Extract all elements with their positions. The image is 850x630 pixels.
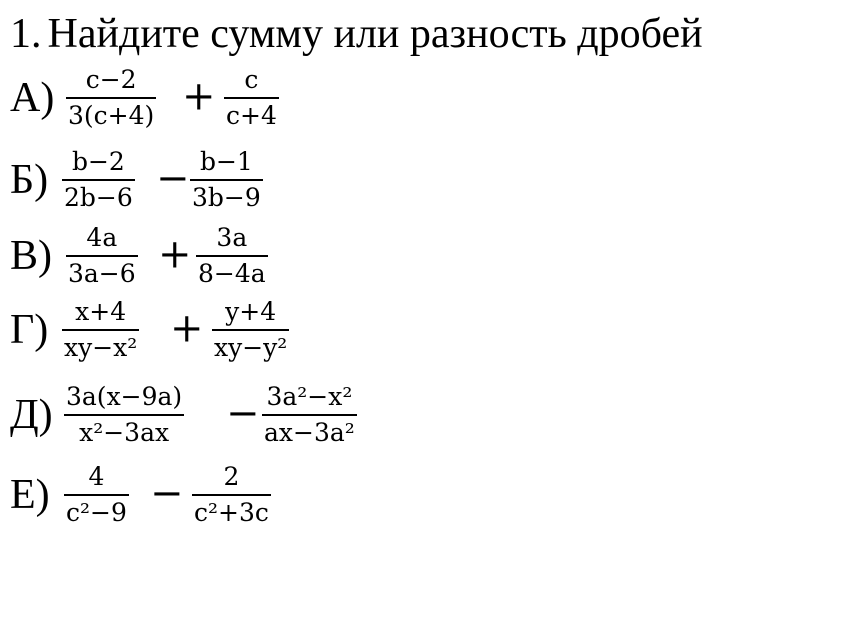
operator: − <box>156 155 190 202</box>
fraction-right <box>190 140 263 220</box>
numerator: c <box>244 65 259 94</box>
fraction-right <box>262 375 357 455</box>
exercise-row-d <box>10 375 410 455</box>
numerator: 3a <box>216 223 248 252</box>
denominator: c²+3c <box>194 498 269 527</box>
denominator: c+4 <box>226 101 277 130</box>
exercise-row-g <box>10 290 340 370</box>
fraction-bar <box>64 494 129 496</box>
fraction-bar <box>64 414 184 416</box>
operator: − <box>150 470 184 517</box>
exercise-label: Д) <box>10 392 53 438</box>
numerator: 2 <box>223 462 240 491</box>
denominator: x²−3ax <box>79 418 170 447</box>
fraction-bar <box>224 97 279 99</box>
fraction-left <box>62 140 135 220</box>
fraction-bar <box>196 255 268 257</box>
fraction-bar <box>212 329 289 331</box>
fraction-bar <box>66 255 138 257</box>
exercise-label: А) <box>10 75 55 121</box>
fraction-left <box>64 375 184 455</box>
fraction-left <box>64 455 129 535</box>
exercise-label: Е) <box>10 472 50 518</box>
fraction-bar <box>66 97 156 99</box>
denominator: 3a−6 <box>68 259 136 288</box>
denominator: 8−4a <box>198 259 266 288</box>
exercise-row-a <box>10 58 310 138</box>
fraction-bar <box>62 329 139 331</box>
task-title: Найдите сумму или разность дробей <box>47 11 703 57</box>
denominator: ax−3a² <box>264 418 355 447</box>
fraction-right <box>192 455 271 535</box>
fraction-bar <box>190 179 263 181</box>
fraction-bar <box>62 179 135 181</box>
numerator: c−2 <box>85 65 137 94</box>
numerator: 3a²−x² <box>266 382 353 411</box>
fraction-left <box>62 290 139 370</box>
exercise-row-b <box>10 140 310 220</box>
task-number: 1. <box>10 11 42 57</box>
numerator: 4a <box>86 223 118 252</box>
numerator: b−1 <box>199 147 253 176</box>
denominator: 2b−6 <box>64 183 133 212</box>
exercise-label: В) <box>10 233 52 279</box>
fraction-right <box>196 216 268 296</box>
numerator: y+4 <box>225 297 277 326</box>
fraction-bar <box>262 414 357 416</box>
operator: + <box>158 231 192 278</box>
fraction-left <box>66 58 156 138</box>
numerator: b−2 <box>71 147 125 176</box>
denominator: 3(c+4) <box>68 101 155 130</box>
operator: + <box>182 73 216 120</box>
fraction-left <box>66 216 138 296</box>
denominator: xy−y² <box>214 333 288 362</box>
exercise-row-e <box>10 455 310 535</box>
operator: − <box>226 390 260 437</box>
operator: + <box>170 305 204 352</box>
numerator: 3a(x−9a) <box>66 382 183 411</box>
denominator: xy−x² <box>64 333 138 362</box>
fraction-right <box>224 58 279 138</box>
denominator: 3b−9 <box>192 183 261 212</box>
numerator: x+4 <box>75 297 127 326</box>
denominator: c²−9 <box>66 498 127 527</box>
exercise-row-v <box>10 216 310 296</box>
exercise-label: Б) <box>10 157 49 203</box>
numerator: 4 <box>88 462 105 491</box>
fraction-bar <box>192 494 271 496</box>
fraction-right <box>212 290 289 370</box>
exercise-label: Г) <box>10 307 49 353</box>
task-heading <box>10 8 703 60</box>
